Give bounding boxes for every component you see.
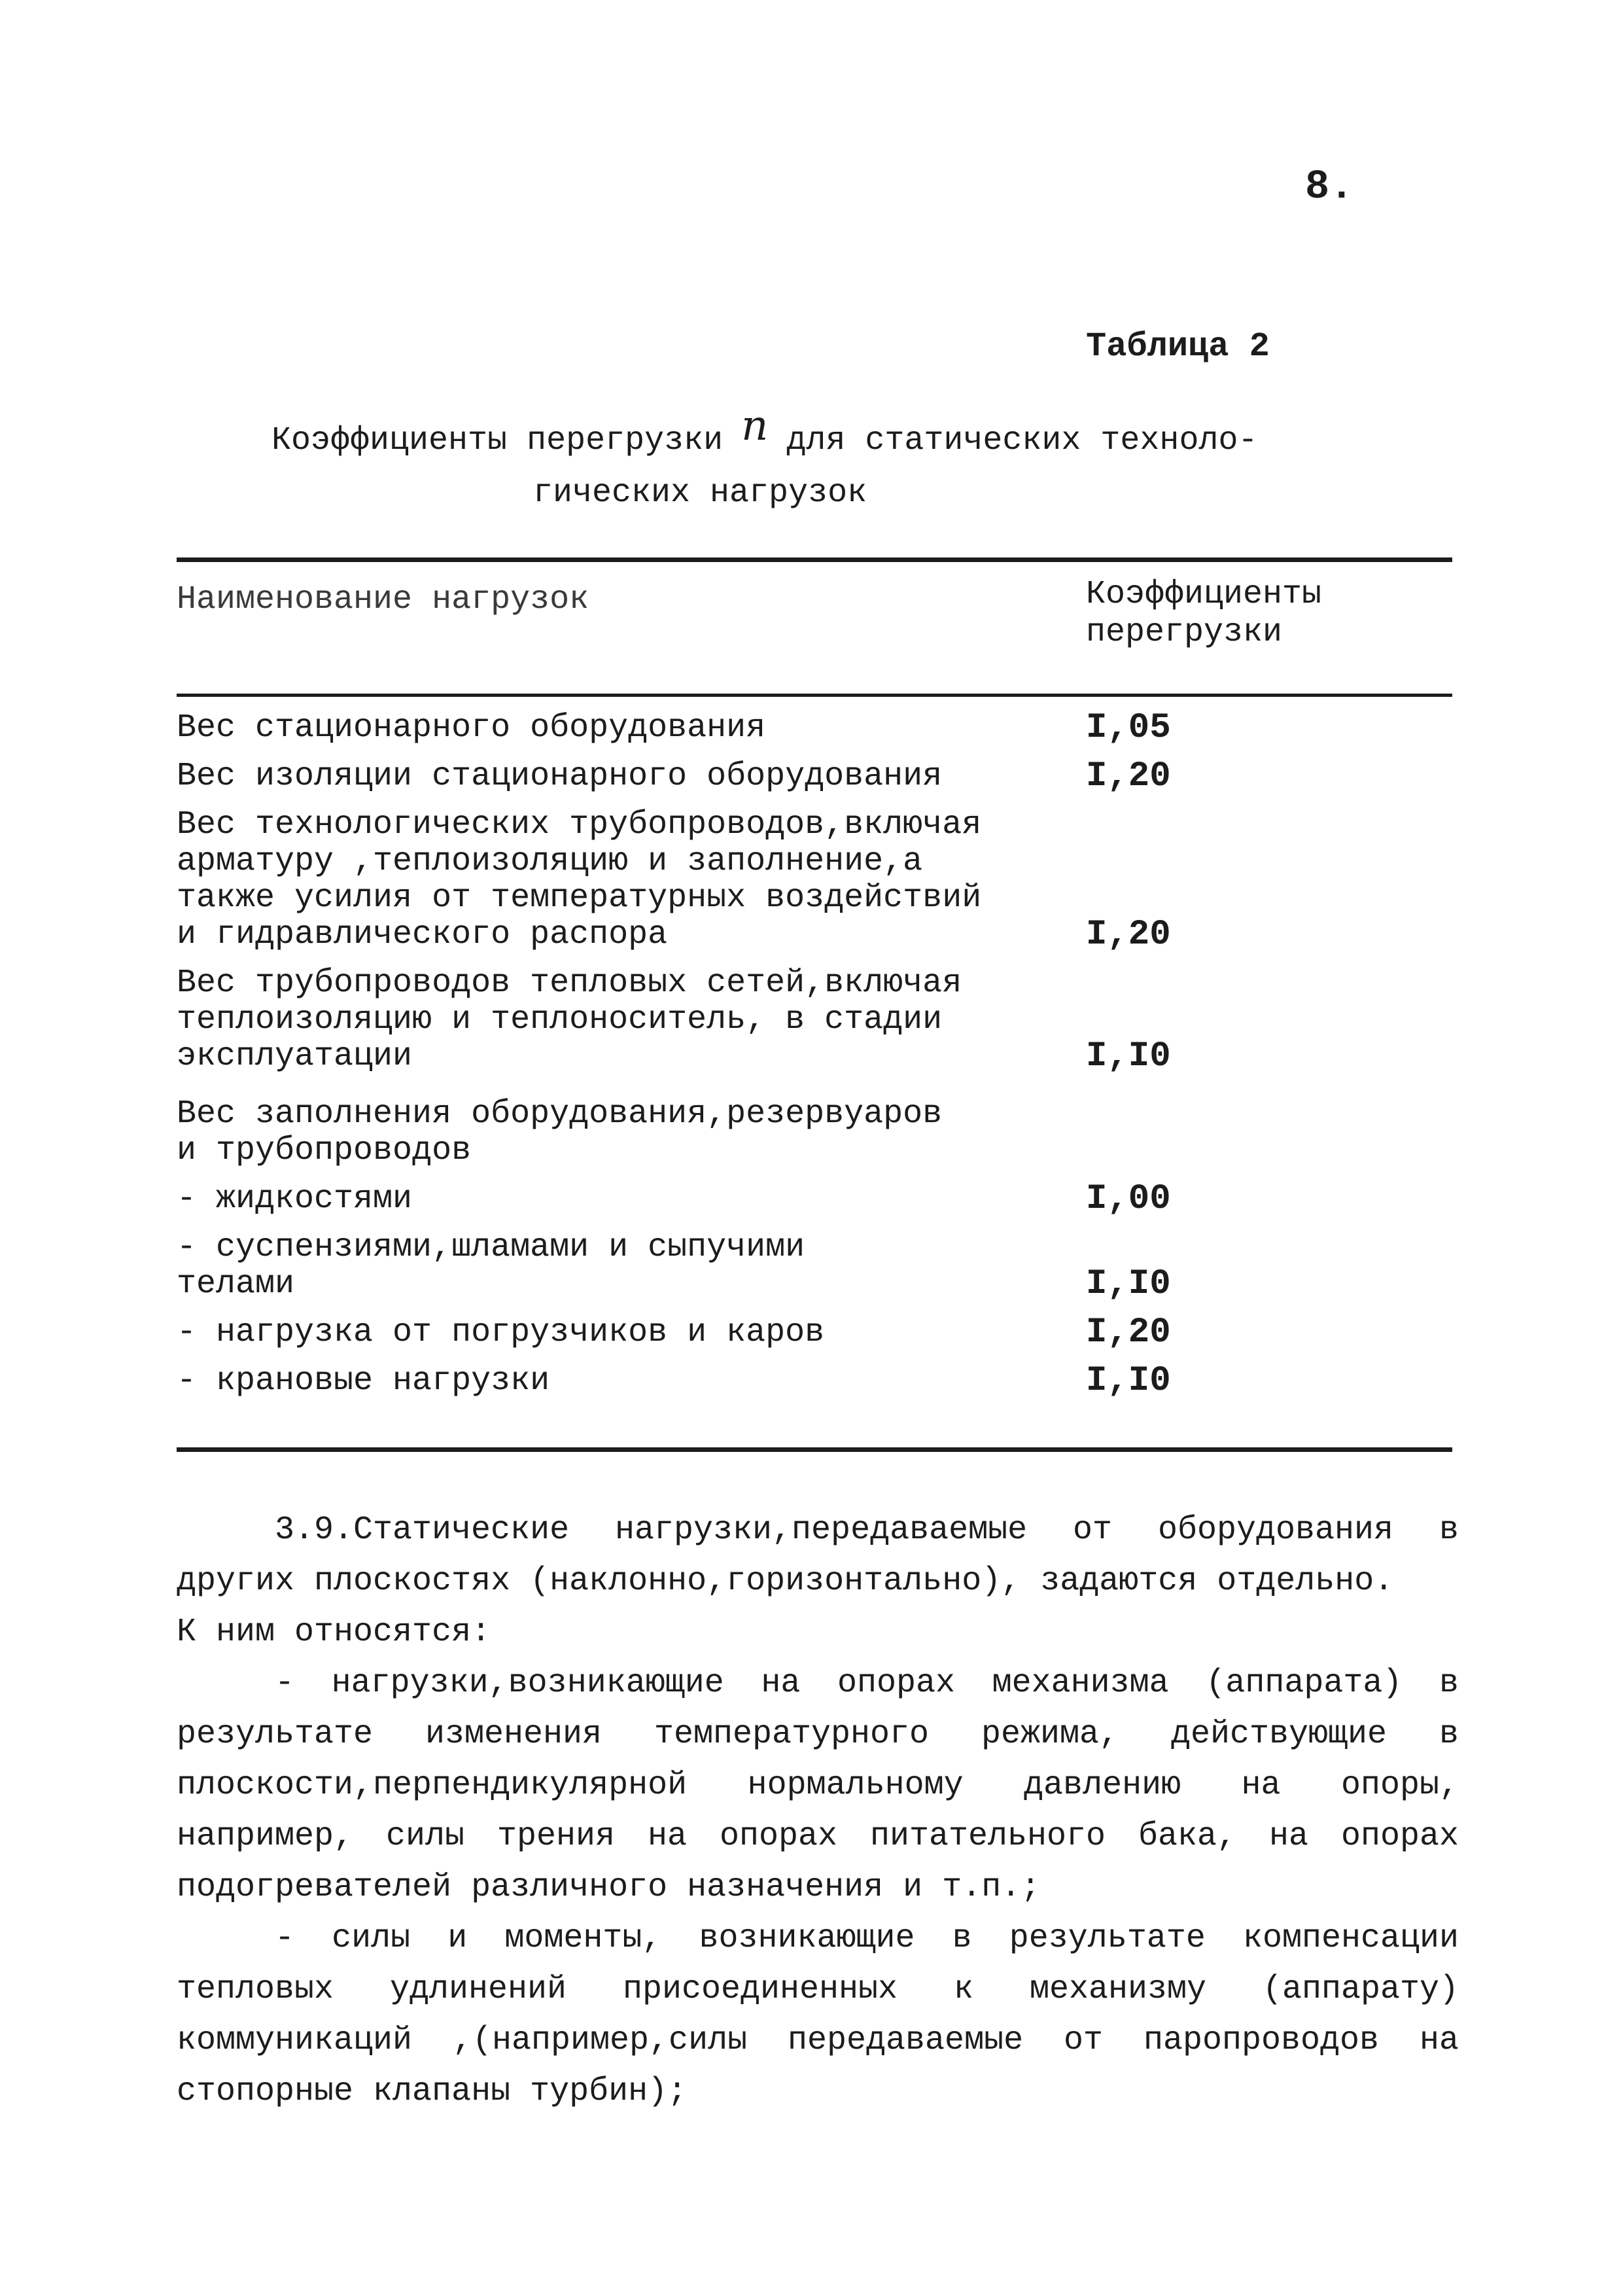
list-item: - нагрузки,возникающие на опорах механизма (аппарата) в результате изменения температурного режима, действующие в плоскости,перпендикулярной нормальному давлению на опоры, например, силы трения на опорах питательного бака, на опорах подогревателей различного назначения и т.п.;	[177, 1665, 1459, 1906]
column-header-coefficient: Коэффициенты перегрузки	[1086, 576, 1322, 651]
load-name: Вес заполнения оборудования,резервуаров и трубопроводов	[177, 1095, 943, 1169]
table-row	[177, 758, 1452, 795]
table-row	[177, 1315, 1452, 1351]
body-text	[177, 1505, 1459, 2117]
table-caption	[271, 402, 1331, 520]
overload-coefficient-symbol: n	[741, 402, 769, 450]
table-row	[177, 1181, 1452, 1218]
caption-text-before: Коэффициенты перегрузки	[271, 422, 724, 459]
table-header	[177, 576, 1452, 680]
load-name: Вес трубопроводов тепловых сетей,включая теплоизоляцию и теплоноситель, в стадии эксплуатации	[177, 964, 962, 1075]
load-coefficient: I,20	[1086, 915, 1171, 955]
table-bottom-rule	[177, 1447, 1452, 1452]
load-coefficient: I,I0	[1086, 1361, 1171, 1401]
load-name: - нагрузка от погрузчиков и каров	[177, 1314, 825, 1351]
table-row	[177, 1363, 1452, 1400]
paragraph-3-9: 3.9.Статические нагрузки,передаваемые от оборудования в других плоскостях (наклонно,горизонтально), задаются отдельно.	[177, 1511, 1459, 1600]
table-row	[177, 1096, 1452, 1169]
paragraph-intro: К ним относятся:	[177, 1614, 491, 1651]
caption-text-after: для статических техноло-	[786, 422, 1258, 459]
column-header-load-name: Наименование нагрузок	[177, 581, 589, 618]
load-coefficient: I,I0	[1086, 1036, 1171, 1076]
table-top-rule	[177, 557, 1452, 562]
load-coefficient: I,I0	[1086, 1264, 1171, 1304]
table-label: Таблица 2	[1086, 327, 1270, 366]
table-caption-line2: гических нагрузок	[533, 474, 867, 512]
load-coefficient: I,20	[1086, 1313, 1171, 1352]
load-coefficient: I,00	[1086, 1179, 1171, 1219]
table-row	[177, 710, 1452, 747]
load-name: - суспензиями,шламами и сыпучими телами	[177, 1229, 805, 1303]
page-number: 8.	[1305, 164, 1354, 210]
load-coefficient: I,05	[1086, 708, 1171, 748]
load-name: - крановые нагрузки	[177, 1362, 550, 1400]
table-header-rule	[177, 694, 1452, 697]
load-name: Вес технологических трубопроводов,включая арматуру ,теплоизоляцию и заполнение,а также усилия от температурных воздействий и гидравлического распора	[177, 806, 982, 953]
load-name: Вес изоляции стационарного оборудования	[177, 758, 943, 795]
load-coefficient: I,20	[1086, 756, 1171, 796]
list-item: - силы и моменты, возникающие в результате компенсации тепловых удлинений присоединенных к механизму (аппарату) коммуникаций ,(например,силы передаваемые от паропроводов на стопорные клапаны турбин);	[177, 1920, 1459, 2110]
table-row	[177, 1229, 1452, 1303]
load-name: Вес стационарного оборудования	[177, 709, 766, 747]
table-body	[177, 710, 1452, 1411]
table-row	[177, 807, 1452, 953]
table-row	[177, 965, 1452, 1075]
load-name: - жидкостями	[177, 1180, 413, 1218]
table-caption-line1	[271, 402, 1331, 467]
